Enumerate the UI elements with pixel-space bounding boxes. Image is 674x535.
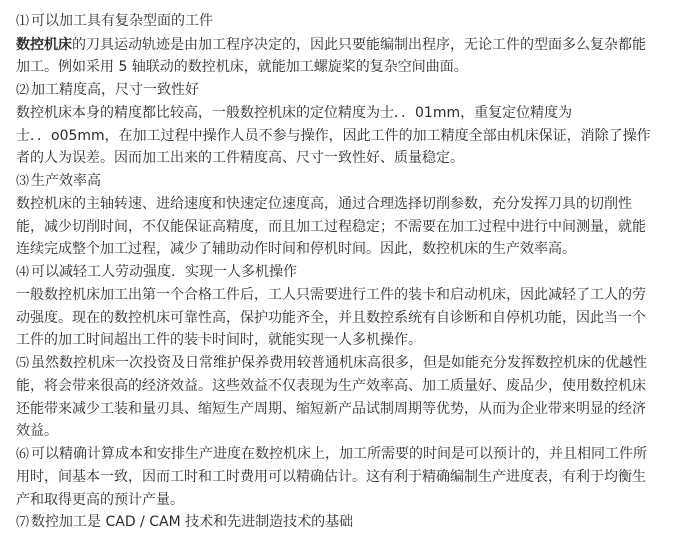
section-6-number: ⑹ bbox=[16, 446, 30, 462]
section-1-title: 可以加工具有复杂型面的工件 bbox=[31, 13, 214, 29]
paragraph-line: ⑹ 可以精确计算成本和安排生产进度在数控机床上，加工所需要的时间是可以预计的，并且相同工件所 bbox=[16, 443, 666, 467]
section-1-number: ⑴ bbox=[16, 14, 30, 29]
section-3-number: ⑶ bbox=[16, 173, 30, 189]
section-2-paragraph bbox=[16, 102, 666, 170]
paragraph-line: 效益。 bbox=[16, 423, 58, 439]
paragraph-line: 加工。例如采用 5 轴联动的数控机床，就能加工螺旋桨的复杂空间曲面。 bbox=[16, 59, 468, 75]
paragraph-line: 工件的加工时间超出工件的装卡时间时，就能实现一人多机操作。 bbox=[16, 332, 422, 348]
section-4-title: 可以减轻工人劳动强度．实现一人多机操作 bbox=[31, 263, 298, 280]
section-7-number: ⑺ bbox=[16, 515, 30, 530]
section-3-heading bbox=[16, 170, 666, 194]
paragraph-line: ⑸ 虽然数控机床一次投资及日常维护保养费用较普通机床高很多，但是如能充分发挥数控机床的优越性 bbox=[16, 352, 666, 376]
paragraph-line: 者的人为误差。因而加工出来的工件精度高、尺寸一致性好、质量稳定。 bbox=[16, 150, 464, 166]
paragraph-line: 动强度。现在的数控机床可靠性高，保护功能齐全，并且数控系统有自诊断和自停机功能，因此当一个 bbox=[16, 309, 646, 326]
paragraph-line: 能，减少切削时间，不仅能保证高精度，而且加工过程稳定；不需要在加工过程中进行中间测量，就能 bbox=[16, 218, 646, 235]
section-4-heading bbox=[16, 261, 666, 285]
paragraph-line: 连续完成整个加工过程，减少了辅助动作时间和停机时间。因此，数控机床的生产效率高。 bbox=[16, 241, 576, 257]
paragraph-line: 一般数控机床加工出第一个合格工件后，工人只需要进行工件的装卡和启动机床，因此减轻了工人的劳 bbox=[16, 287, 646, 303]
section-7-heading bbox=[16, 511, 666, 535]
section-6-paragraph bbox=[16, 443, 666, 512]
document-body bbox=[16, 10, 666, 535]
paragraph-line: 士．．o05mm，在加工过程中操作人员不参与操作，因此工件的加工精度全部由机床保证，消除了操作 bbox=[16, 127, 651, 144]
paragraph-line: 还能带来减少工装和量刃具、缩短生产周期、缩短新产品试制周期等优势，从而为企业带来明显的经济 bbox=[16, 400, 646, 417]
paragraph-line: 数控机床的主轴转速、进给速度和快速定位速度高，通过合理选择切削参数，充分发挥刀具的切削性 bbox=[16, 196, 632, 212]
paragraph-line: 用时，间基本一致，因而工时和工时费用可以精确估计。这有利于精确编制生产进度表，有利于均衡生 bbox=[16, 469, 646, 485]
paragraph-line: 数控机床的刀具运动轨迹是由加工程序决定的，因此只要能编制出程序，无论工件的型面多么复杂都能 bbox=[16, 36, 646, 53]
section-2-title: 加工精度高，尺寸一致性好 bbox=[31, 81, 200, 98]
section-5-paragraph bbox=[16, 352, 666, 443]
section-1-heading bbox=[16, 10, 666, 34]
section-3-paragraph bbox=[16, 193, 666, 261]
paragraph-line: 数控机床本身的精度都比较高，一般数控机床的定位精度为士．．01mm，重复定位精度为 bbox=[16, 105, 573, 121]
section-4-paragraph bbox=[16, 284, 666, 352]
section-5-number: ⑸ bbox=[16, 355, 30, 371]
section-2-number: ⑵ bbox=[16, 82, 30, 98]
section-3-title: 生产效率高 bbox=[31, 172, 102, 189]
paragraph-line: 产和取得更高的预计产量。 bbox=[16, 491, 184, 508]
section-1-paragraph bbox=[16, 34, 666, 79]
paragraph-line: 能，将会带来很高的经济效益。这些效益不仅表现为生产效率高、加工质量好、废品少，使用数控机床 bbox=[16, 378, 646, 394]
bold-term: 数控机床 bbox=[16, 36, 72, 53]
section-4-number: ⑷ bbox=[16, 264, 30, 280]
section-2-heading bbox=[16, 79, 666, 103]
section-7-title: 数控加工是 CAD / CAM 技术和先进制造技术的基础 bbox=[31, 514, 354, 530]
